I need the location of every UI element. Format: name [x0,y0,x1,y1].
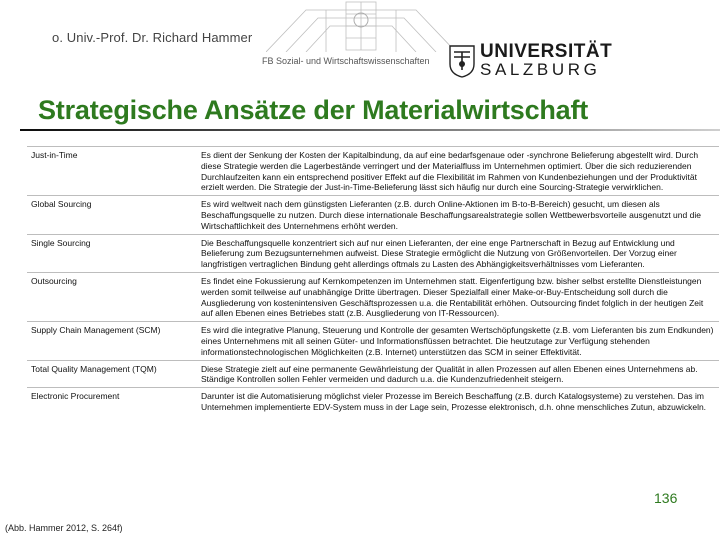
table-row [27,234,719,272]
strategy-table [27,146,719,415]
strategy-description: Die Beschaffungsquelle konzentriert sich auf nur einen Lieferanten, der eine enge Partnerschaft in Bezug auf Entwicklung und Belieferung zum Bezugsunternehmen aufweist. Diese Strategie ermöglicht die Nutzung von Größenvorteilen. Der Vorzug einer langfristigen vertraglichen Bindung geht allerdings oftmals zu Lasten des Abhängigkeitsverhältnisses vom Lieferanten. [197,234,719,272]
strategy-term: Total Quality Management (TQM) [27,360,197,388]
header-department: FB Sozial- und Wirtschaftswissenschaften [262,56,430,66]
university-name-line1: UNIVERSITÄT [480,41,613,62]
strategy-description: Es dient der Senkung der Kosten der Kapitalbindung, da auf eine bedarfsgenaue oder -synchrone Belieferung abgestellt wird. Durch diese Strategie werden die Lagerbestände verringert und der Materialfluss im Unternehmen optimiert. Über die sich reduzierenden Durchlaufzeiten kann ein entsprechend positiver Effekt auf die Flexibilität im Rahmen von Kundenbeziehungen und der Produktivität erzielt werden. Die Strategie der Just-in-Time-Belieferung lässt sich häufig nur durch eine Sourcing-Strategie verwirklichen. [197,147,719,196]
strategy-term: Single Sourcing [27,234,197,272]
table-row [27,388,719,415]
strategy-description: Es wird weltweit nach dem günstigsten Lieferanten (z.B. durch Online-Aktionen im B-to-B-Bereich) gesucht, um diesen als Beschaffungsquelle zu nutzen. Durch diese internationale Beschaffungsarealstrategie sollen Wettbewerbsvorteile ausgenutzt und die Wirtschaftlichkeit des Unternehmens erhöht werden. [197,196,719,234]
table-row [27,196,719,234]
university-name-line2: SALZBURG [480,60,601,79]
strategy-term: Just-in-Time [27,147,197,196]
strategy-term: Global Sourcing [27,196,197,234]
page-number: 136 [654,490,678,506]
strategy-description: Es wird die integrative Planung, Steuerung und Kontrolle der gesamten Wertschöpfungskette (z.B. vom Lieferanten bis zum Endkunden) eines Unternehmens mit all seinen Güter- und Informationsflüssen betrachtet. Die heutzutage zur Verfügung stehenden informationstechnologischen Möglichkeiten (z.B. Internet) unterstützen das SCM in seiner Effektivität. [197,322,719,360]
strategy-term: Outsourcing [27,272,197,321]
page-title: Strategische Ansätze der Materialwirtschaft [38,95,589,125]
title-rule [20,129,720,131]
table-row [27,272,719,321]
strategy-description: Darunter ist die Automatisierung möglichst vieler Prozesse im Bereich Beschaffung (z.B. durch Katalogsysteme) zu verstehen. Das im Unternehmen implementierte EDV-System muss in der Lage sein, Prozesse elektronisch, d.h. ohne menschliches Zutun, abzuwickeln. [197,388,719,415]
building-illustration [266,0,456,52]
citation: (Abb. Hammer 2012, S. 264f) [5,523,123,533]
strategy-description: Es findet eine Fokussierung auf Kernkompetenzen im Unternehmen statt. Eigenfertigung bzw. bisher selbst erstellte Dienstleistungen werden somit teilweise auf unabhängige Dritte übertragen. Dieser Spezialfall einer Make-or-Buy-Entscheidung soll durch die Ausgliederung von kostenintensiven Geschäftsprozessen u.a. die Rentabilität erhöhen. Outsourcing findet folglich in der heutigen Zeit auf allen Ebenen eines Betriebes statt (z.B. Ausgliederung von IT-Ressourcen). [197,272,719,321]
university-seal-icon [448,44,476,78]
strategy-term: Electronic Procurement [27,388,197,415]
table-row [27,360,719,388]
table-row [27,322,719,360]
strategy-description: Diese Strategie zielt auf eine permanente Gewährleistung der Qualität in allen Prozessen auf allen Ebenen eines Unternehmens ab. Ständige Kontrollen sollen Fehler vermeiden und dadurch u.a. die Kundenzufriedenheit steigern. [197,360,719,388]
strategy-term: Supply Chain Management (SCM) [27,322,197,360]
table-row [27,147,719,196]
header-author: o. Univ.-Prof. Dr. Richard Hammer [52,30,253,45]
